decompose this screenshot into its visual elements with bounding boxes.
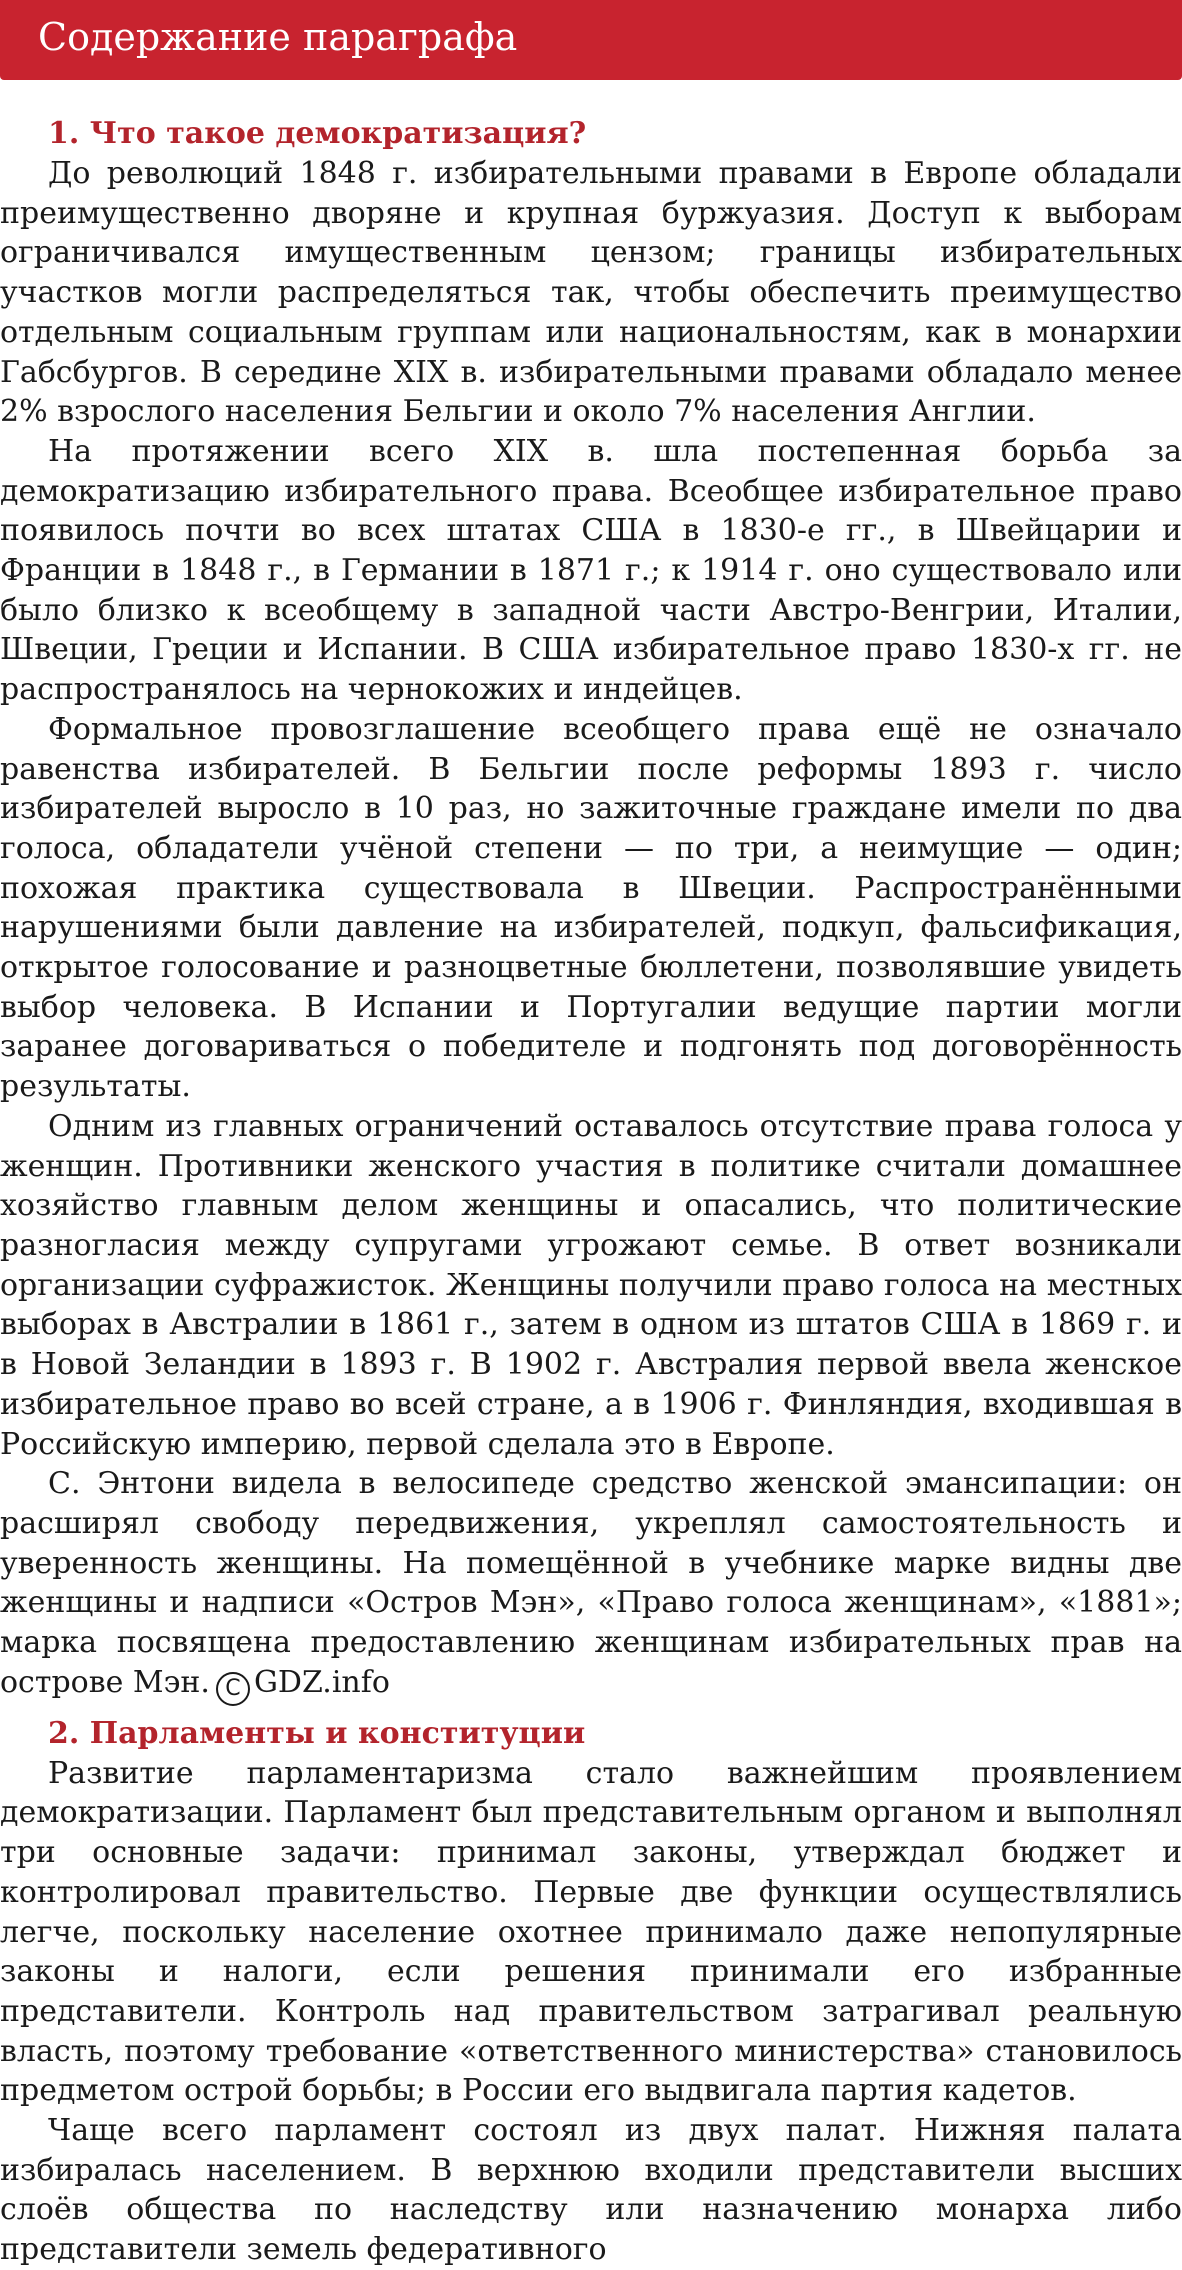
paragraph: Формальное провозглашение всеобщего права ещё не означало равенства избирателей. В Бельгии после реформы 1893 г. число избирателей выросло в 10 раз, но зажиточные граждане имели по два голоса, обладатели учёной степени — по три, а неимущие — один; похожая практика существовала в Швеции. Распространёнными нарушениями были давление на избирателей, подкуп, фальсификация, открытое голосование и разноцветные бюллетени, позволявшие увидеть выбор человека. В Испании и Португалии ведущие партии могли заранее договариваться о победителе и подгонять под договорённость результаты. xyxy=(0,711,1182,1105)
paragraph: Чаще всего парламент состоял из двух палат. Нижняя палата избиралась населением. В верхнюю входили представители высших слоёв общества по наследству или назначению монарха либо представители земель федеративного xyxy=(0,2113,1182,2268)
paragraph-text: С. Энтони видела в велосипеде средство женской эмансипации: он расширял свободу передвижения, укреплял самостоятельность и уверенность женщины. На помещённой в учебнике марке видны две женщины и надписи «Остров Мэн», «Право голоса женщинам», «1881»; марка посвящена предоставлению женщинам избирательных прав на острове Мэн. xyxy=(0,1466,1182,1700)
paragraph: Развитие парламентаризма стало важнейшим проявлением демократизации. Парламент был представительным органом и выполнял три основные задачи: принимал законы, утверждал бюджет и контролировал правительство. Первые две функции осуществлялись легче, поскольку население охотнее принимало даже непопулярные законы и налоги, если решения принимали его избранные представители. Контроль над правительством затрагивал реальную власть, поэтому требование «ответственного министерства» становилось предметом острой борьбы; в России его выдвигала партия кадетов. xyxy=(0,1755,1182,2109)
copyright-icon: C xyxy=(216,1672,250,1706)
paragraph: До революций 1848 г. избирательными правами в Европе обладали преимущественно дворяне и крупная буржуазия. Доступ к выборам ограничивался имущественным цензом; границы избирательных участков могли распределяться так, чтобы обеспечить преимущество отдельным социальным группам или национальностям, как в монархии Габсбургов. В середине XIX в. избирательными правами обладало менее 2% взрослого населения Бельгии и около 7% населения Англии. xyxy=(0,156,1182,430)
page-title: Содержание параграфа xyxy=(38,15,518,59)
paragraph: Одним из главных ограничений оставалось отсутствие права голоса у женщин. Противники женского участия в политике считали домашнее хозяйство главным делом женщины и опасались, что политические разногласия между супругами угрожают семье. В ответ возникали организации суфражисток. Женщины получили право голоса на местных выборах в Австралии в 1861 г., затем в одном из штатов США в 1869 г. и в Новой Зеландии в 1893 г. В 1902 г. Австралия первой ввела женское избирательное право во всей стране, а в 1906 г. Финляндия, входившая в Российскую империю, первой сделала это в Европе. xyxy=(0,1108,1182,1462)
paragraph-with-copyright xyxy=(0,1464,1182,1706)
section-heading-parliaments: 2. Парламенты и конституции xyxy=(48,1715,586,1751)
paragraph-content xyxy=(0,114,1182,2270)
section-heading-democratization: 1. Что такое демократизация? xyxy=(48,116,587,151)
header-bar xyxy=(0,0,1182,80)
paragraph: На протяжении всего XIX в. шла постепенная борьба за демократизацию избирательного права. Всеобщее избирательное право появилось почти во всех штатах США в 1830-е гг., в Швейцарии и Франции в 1848 г., в Германии в 1871 г.; к 1914 г. оно существовало или было близко к всеобщему в западной части Австро-Венгрии, Италии, Швеции, Греции и Испании. В США избирательное право 1830-х гг. не распространялось на чернокожих и индейцев. xyxy=(0,433,1182,708)
copyright-text: GDZ.info xyxy=(253,1664,390,1700)
